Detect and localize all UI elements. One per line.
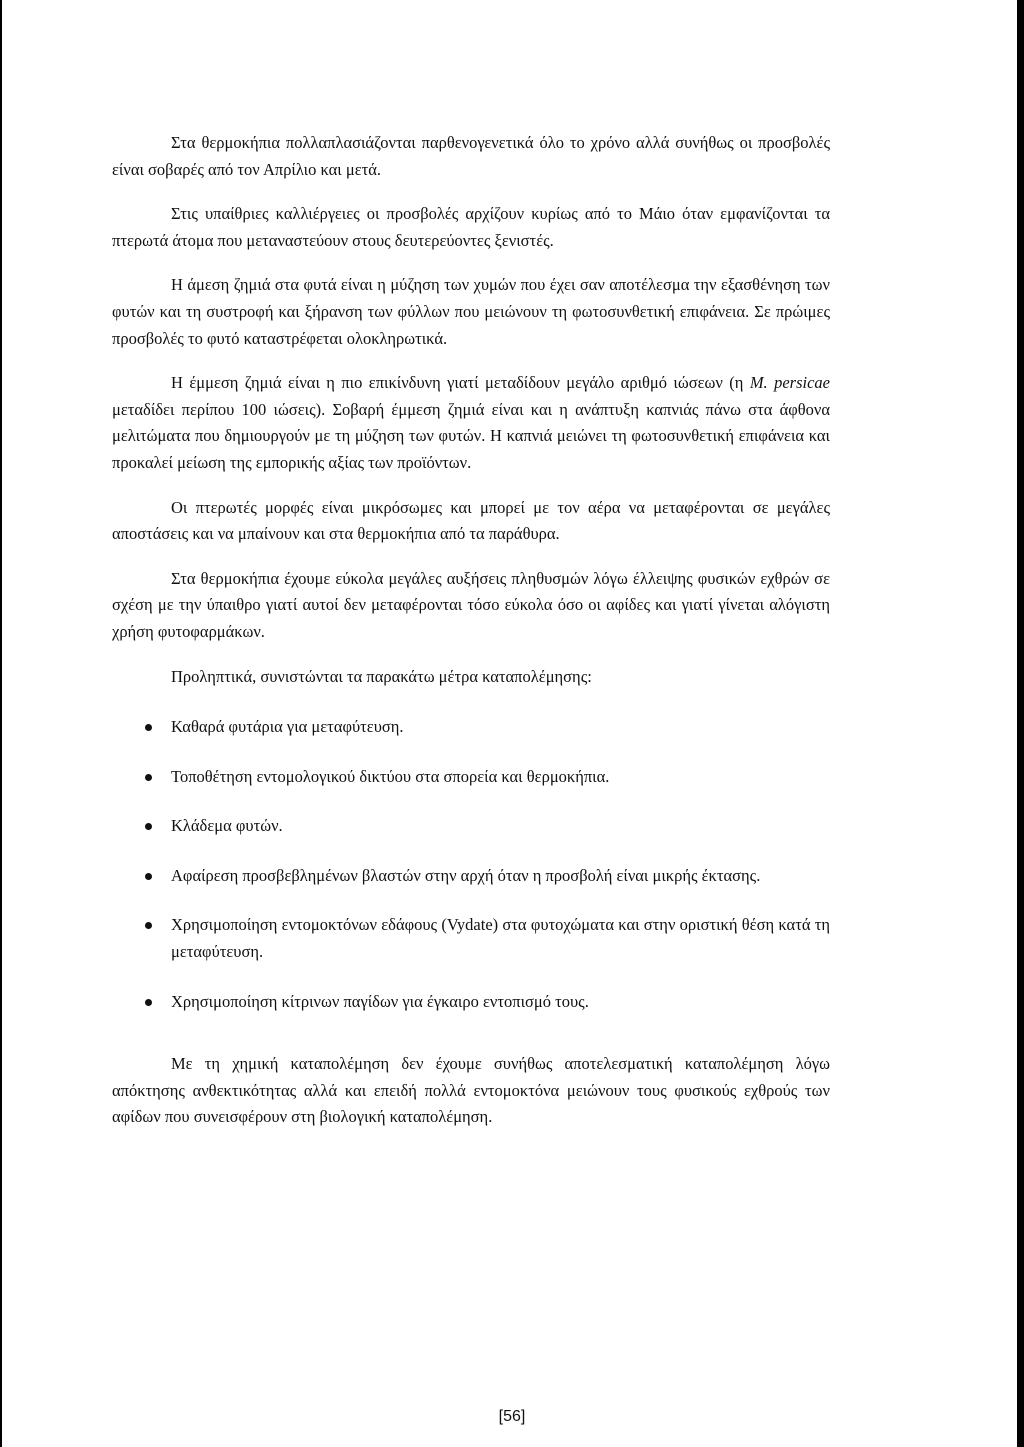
list-item: Χρησιμοποίηση κίτρινων παγίδων για έγκαιρο εντοπισμό τους. xyxy=(112,989,830,1016)
indirect-damage-text-end: μεταδίδει περίπου 100 ιώσεις). Σοβαρή έμμεση ζημιά είναι και η ανάπτυξη καπνιάς πάνω στα άφθονα μελιτώματα που δημιουργούν με τη μύζηση των φυτών. Η καπνιά μειώνει τη φωτοσυνθετική επιφάνεια και προκαλεί μείωση της εμπορικής αξίας των προϊόντων. xyxy=(112,399,830,472)
indirect-damage-text-start: Η έμμεση ζημιά είναι η πιο επικίνδυνη γιατί μεταδίδουν μεγάλο αριθμό ιώσεων (η xyxy=(171,373,750,393)
page-number: [56] xyxy=(498,1408,526,1425)
list-item: Κλάδεμα φυτών. xyxy=(112,813,830,840)
list-item: Τοποθέτηση εντομολογικού δικτύου στα σπορεία και θερμοκήπια. xyxy=(112,764,830,791)
document-sheet xyxy=(2,0,1017,1447)
paragraph-direct-damage: Η άμεση ζημιά στα φυτά είναι η μύζηση των χυμών που έχει σαν αποτέλεσμα την εξασθένηση των φυτών και τη συστροφή και ξήρανση των φύλλων που μειώνουν τη φωτοσυνθετική επιφάνεια. Σε πρώιμες προσβολές το φυτό καταστρέφεται ολοκληρωτικά. xyxy=(112,275,830,348)
paragraph-indirect-damage xyxy=(112,370,830,476)
paragraph-preventive-measures-intro: Προληπτικά, συνιστώνται τα παρακάτω μέτρα καταπολέμησης: xyxy=(171,666,592,686)
paragraph-greenhouse-reproduction: Στα θερμοκήπια πολλαπλασιάζονται παρθενογενετικά όλο το χρόνο αλλά συνήθως οι προσβολές είναι σοβαρές από τον Απρίλιο και μετά. xyxy=(112,133,830,179)
list-item: Αφαίρεση προσβεβλημένων βλαστών στην αρχή όταν η προσβολή είναι μικρής έκτασης. xyxy=(112,863,830,890)
species-name: M. persicae xyxy=(749,373,830,393)
list-item: Καθαρά φυτάρια για μεταφύτευση. xyxy=(112,714,830,741)
document-body xyxy=(112,130,830,1148)
list-item: Χρησιμοποίηση εντομοκτόνων εδάφους (Vydate) στα φυτοχώματα και στην οριστική θέση κατά τη μεταφύτευση. xyxy=(112,912,830,965)
paragraph-chemical-control: Με τη χημική καταπολέμηση δεν έχουμε συνήθως αποτελεσματική καταπολέμηση λόγω απόκτησης ανθεκτικότητας αλλά και επειδή πολλά εντομοκτόνα μειώνουν τους φυσικούς εχθρούς των αφίδων που συνεισφέρουν στη βιολογική καταπολέμηση. xyxy=(112,1054,830,1127)
paragraph-population-growth: Στα θερμοκήπια έχουμε εύκολα μεγάλες αυξήσεις πληθυσμών λόγω έλλειψης φυσικών εχθρών σε σχέση με την ύπαιθρο γιατί αυτοί δεν μεταφέρονται τόσο εύκολα όσο οι αφίδες και γιατί γίνεται αλόγιστη χρήση φυτοφαρμάκων. xyxy=(112,568,830,641)
paragraph-outdoor-crops: Στις υπαίθριες καλλιέργειες οι προσβολές αρχίζουν κυρίως από το Μάιο όταν εμφανίζονται τα πτερωτά άτομα που μεταναστεύουν στους δευτερεύοντες ξενιστές. xyxy=(112,204,830,250)
preventive-measures-list xyxy=(112,714,830,1015)
paragraph-winged-forms: Οι πτερωτές μορφές είναι μικρόσωμες και μπορεί με τον αέρα να μεταφέρονται σε μεγάλες αποστάσεις και να μπαίνουν και στα θερμοκήπια από τα παράθυρα. xyxy=(112,497,830,544)
